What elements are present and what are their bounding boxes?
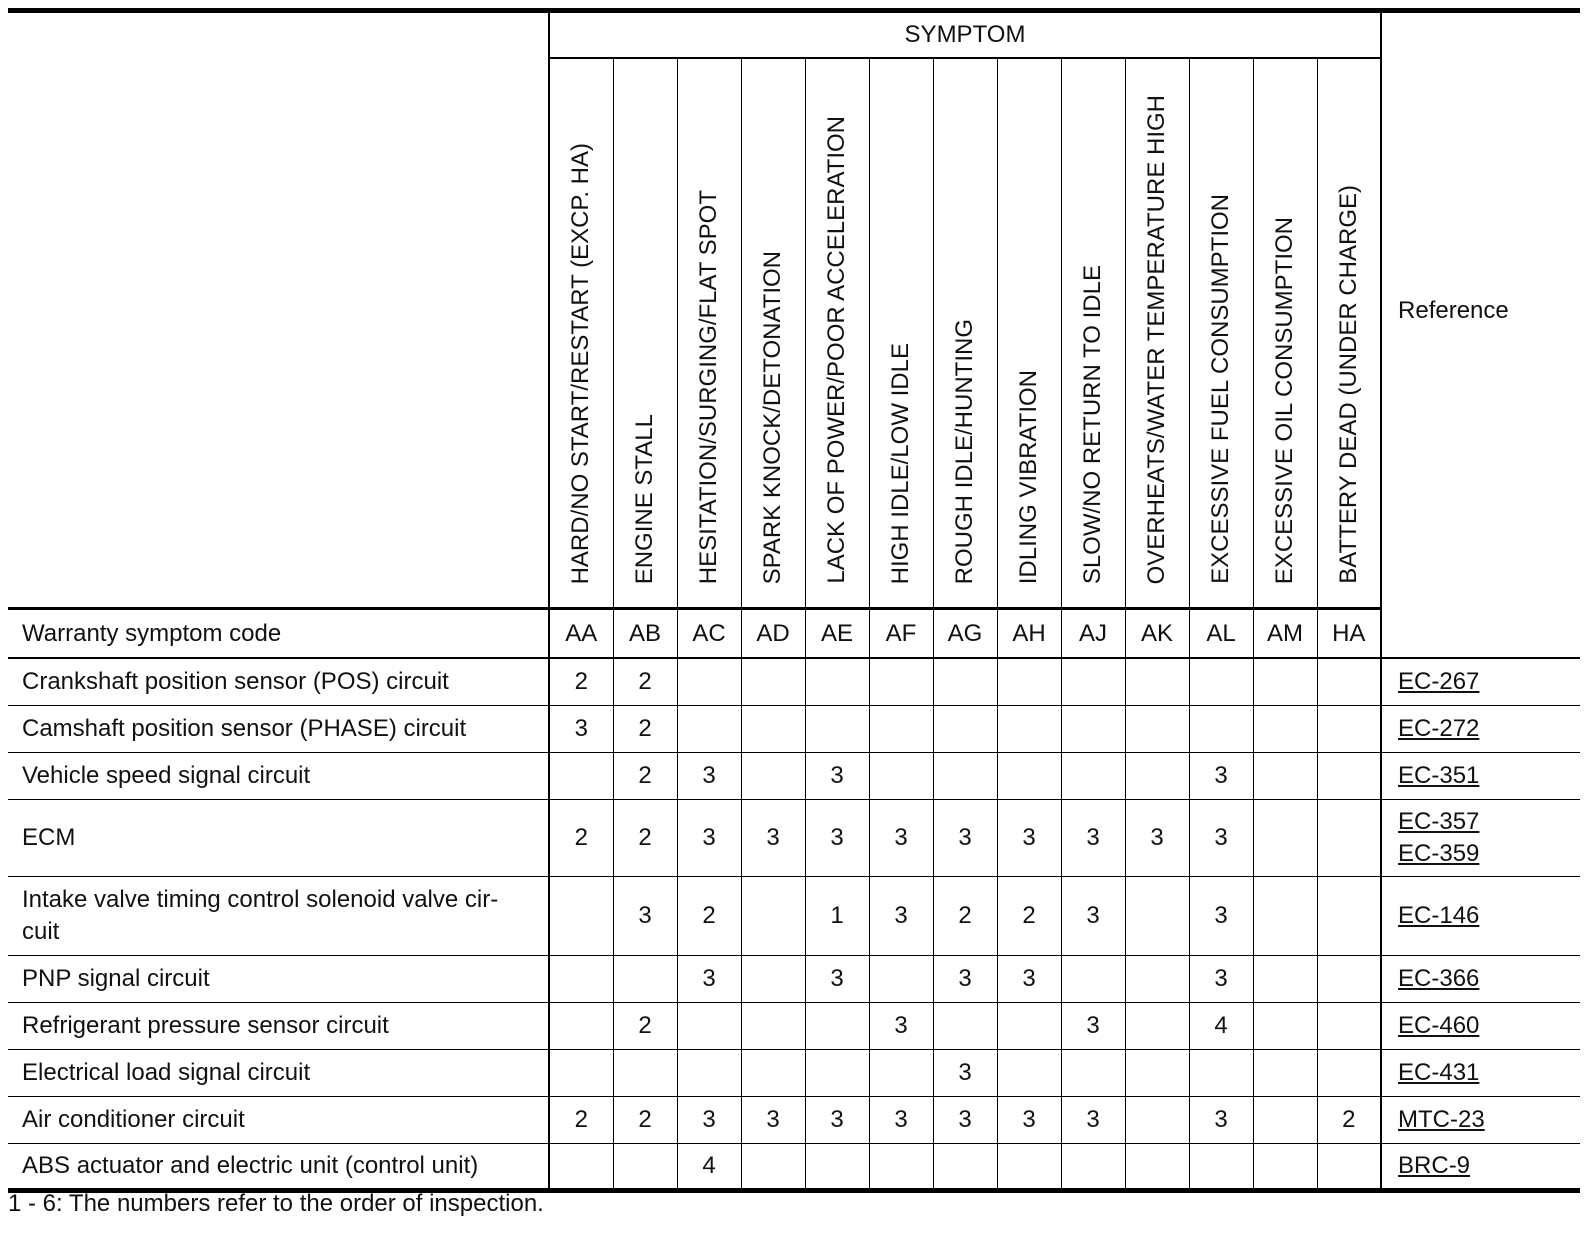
inspection-order-cell bbox=[1125, 876, 1189, 955]
inspection-order-cell: 3 bbox=[805, 1096, 869, 1143]
table-row bbox=[8, 752, 1580, 799]
reference-link[interactable]: EC-460 bbox=[1398, 1011, 1480, 1039]
inspection-order-cell: 3 bbox=[869, 1002, 933, 1049]
inspection-order-cell bbox=[1061, 752, 1125, 799]
reference-link[interactable]: MTC-23 bbox=[1398, 1105, 1485, 1133]
inspection-order-cell: 3 bbox=[1061, 1096, 1125, 1143]
inspection-order-cell bbox=[1253, 799, 1317, 876]
table-row bbox=[8, 1002, 1580, 1049]
inspection-order-cell: 3 bbox=[933, 955, 997, 1002]
symptom-header-row bbox=[8, 58, 1580, 609]
inspection-order-cell: 3 bbox=[677, 1096, 741, 1143]
inspection-order-cell: 2 bbox=[613, 799, 677, 876]
inspection-order-cell: 4 bbox=[1189, 1002, 1253, 1049]
reference-cell bbox=[1381, 955, 1580, 1002]
inspection-order-cell bbox=[997, 658, 1061, 705]
symptom-header-label: HESITATION/SURGING/FLAT SPOT bbox=[695, 189, 722, 584]
inspection-order-cell bbox=[549, 752, 613, 799]
row-label: Refrigerant pressure sensor circuit bbox=[8, 1002, 549, 1049]
inspection-order-cell bbox=[1317, 1002, 1381, 1049]
inspection-order-cell: 1 bbox=[805, 876, 869, 955]
inspection-order-cell: 3 bbox=[933, 1096, 997, 1143]
warranty-code: AH bbox=[997, 609, 1061, 659]
symptom-header-label: HARD/NO START/RESTART (EXCP. HA) bbox=[567, 142, 595, 584]
inspection-order-cell: 2 bbox=[613, 1096, 677, 1143]
inspection-order-cell bbox=[1125, 1143, 1189, 1190]
reference-link[interactable]: EC-366 bbox=[1398, 964, 1480, 992]
warranty-code: AE bbox=[805, 609, 869, 659]
warranty-code: AF bbox=[869, 609, 933, 659]
row-label: Vehicle speed signal circuit bbox=[8, 752, 549, 799]
inspection-order-cell bbox=[1253, 1002, 1317, 1049]
corner-cell bbox=[8, 11, 549, 59]
symptom-header-label: ROUGH IDLE/HUNTING bbox=[951, 318, 978, 584]
reference-cell bbox=[1381, 1002, 1580, 1049]
inspection-order-cell: 3 bbox=[1189, 799, 1253, 876]
inspection-order-cell bbox=[549, 1049, 613, 1096]
symptom-header bbox=[869, 58, 933, 609]
inspection-order-cell bbox=[869, 705, 933, 752]
inspection-order-cell: 2 bbox=[933, 876, 997, 955]
inspection-order-cell: 3 bbox=[613, 876, 677, 955]
symptom-header-label: BATTERY DEAD (UNDER CHARGE) bbox=[1334, 185, 1362, 584]
row-label: ECM bbox=[8, 799, 549, 876]
warranty-code-row bbox=[8, 609, 1580, 659]
inspection-order-cell bbox=[997, 705, 1061, 752]
warranty-code: AB bbox=[613, 609, 677, 659]
symptom-header bbox=[1317, 58, 1381, 609]
inspection-order-cell: 3 bbox=[805, 955, 869, 1002]
inspection-order-cell bbox=[549, 876, 613, 955]
inspection-order-cell bbox=[933, 1143, 997, 1190]
reference-cell bbox=[1381, 1049, 1580, 1096]
inspection-order-cell: 3 bbox=[1189, 955, 1253, 1002]
inspection-order-cell bbox=[997, 1049, 1061, 1096]
inspection-order-cell bbox=[805, 705, 869, 752]
table-row bbox=[8, 1096, 1580, 1143]
inspection-order-cell bbox=[933, 705, 997, 752]
reference-link[interactable]: EC-431 bbox=[1398, 1058, 1480, 1086]
inspection-order-cell bbox=[1253, 1143, 1317, 1190]
reference-cell bbox=[1381, 1096, 1580, 1143]
inspection-order-cell: 2 bbox=[549, 799, 613, 876]
inspection-order-cell bbox=[1125, 955, 1189, 1002]
row-label: PNP signal circuit bbox=[8, 955, 549, 1002]
inspection-order-cell bbox=[1189, 1049, 1253, 1096]
warranty-code: AL bbox=[1189, 609, 1253, 659]
reference-link[interactable]: EC-272 bbox=[1398, 714, 1480, 742]
inspection-order-cell bbox=[741, 705, 805, 752]
inspection-order-cell bbox=[869, 752, 933, 799]
inspection-order-cell: 3 bbox=[869, 1096, 933, 1143]
inspection-order-cell: 3 bbox=[1061, 799, 1125, 876]
inspection-order-cell bbox=[613, 955, 677, 1002]
warranty-code: AK bbox=[1125, 609, 1189, 659]
table-row bbox=[8, 876, 1580, 955]
inspection-order-cell: 3 bbox=[997, 955, 1061, 1002]
inspection-order-cell: 3 bbox=[1125, 799, 1189, 876]
inspection-order-cell bbox=[741, 1049, 805, 1096]
reference-cell bbox=[1381, 876, 1580, 955]
inspection-order-cell bbox=[1189, 658, 1253, 705]
inspection-order-cell bbox=[741, 752, 805, 799]
reference-link[interactable]: BRC-9 bbox=[1398, 1151, 1471, 1179]
reference-link[interactable]: EC-267 bbox=[1398, 667, 1480, 695]
inspection-order-cell bbox=[1061, 955, 1125, 1002]
symptom-header bbox=[1125, 58, 1189, 609]
inspection-order-cell bbox=[869, 1143, 933, 1190]
inspection-order-cell bbox=[613, 1143, 677, 1190]
reference-link[interactable]: EC-359 bbox=[1398, 839, 1480, 867]
inspection-order-cell bbox=[549, 955, 613, 1002]
inspection-order-cell: 2 bbox=[613, 752, 677, 799]
inspection-order-cell: 3 bbox=[677, 799, 741, 876]
symptom-title: SYMPTOM bbox=[549, 11, 1381, 59]
inspection-order-cell bbox=[1317, 1049, 1381, 1096]
inspection-order-cell bbox=[933, 1002, 997, 1049]
table-row bbox=[8, 658, 1580, 705]
symptom-header bbox=[805, 58, 869, 609]
table-row bbox=[8, 1049, 1580, 1096]
reference-cell bbox=[1381, 658, 1580, 705]
symptom-header-label: SLOW/NO RETURN TO IDLE bbox=[1079, 264, 1106, 584]
symptom-header bbox=[1253, 58, 1317, 609]
symptom-header bbox=[997, 58, 1061, 609]
reference-link[interactable]: EC-146 bbox=[1398, 901, 1480, 929]
inspection-order-cell bbox=[869, 1049, 933, 1096]
inspection-order-cell: 2 bbox=[997, 876, 1061, 955]
inspection-order-cell bbox=[869, 955, 933, 1002]
inspection-order-cell bbox=[1317, 1143, 1381, 1190]
inspection-order-cell bbox=[869, 658, 933, 705]
inspection-order-cell bbox=[1253, 705, 1317, 752]
reference-link[interactable]: EC-357 bbox=[1398, 807, 1480, 835]
symptom-header bbox=[1189, 58, 1253, 609]
inspection-order-cell bbox=[1317, 955, 1381, 1002]
inspection-order-cell bbox=[1317, 658, 1381, 705]
inspection-order-cell: 3 bbox=[805, 752, 869, 799]
inspection-order-cell bbox=[1317, 799, 1381, 876]
inspection-order-cell: 2 bbox=[549, 1096, 613, 1143]
inspection-order-cell: 2 bbox=[677, 876, 741, 955]
symptom-header bbox=[677, 58, 741, 609]
inspection-order-cell bbox=[1253, 876, 1317, 955]
warranty-code: AD bbox=[741, 609, 805, 659]
symptom-header-label: OVERHEATS/WATER TEMPERATURE HIGH bbox=[1143, 94, 1170, 584]
table-row bbox=[8, 955, 1580, 1002]
inspection-order-cell: 3 bbox=[741, 799, 805, 876]
inspection-order-cell bbox=[1189, 1143, 1253, 1190]
inspection-order-cell bbox=[1125, 1049, 1189, 1096]
inspection-order-cell bbox=[805, 658, 869, 705]
inspection-order-cell bbox=[1253, 752, 1317, 799]
inspection-order-cell bbox=[1253, 1096, 1317, 1143]
inspection-order-cell bbox=[805, 1143, 869, 1190]
inspection-order-cell bbox=[997, 752, 1061, 799]
inspection-order-cell bbox=[741, 876, 805, 955]
inspection-order-cell bbox=[1189, 705, 1253, 752]
inspection-order-cell: 2 bbox=[613, 705, 677, 752]
inspection-order-cell bbox=[741, 955, 805, 1002]
inspection-order-cell: 3 bbox=[933, 799, 997, 876]
symptom-header-label: IDLING VIBRATION bbox=[1015, 369, 1042, 584]
inspection-order-cell: 3 bbox=[677, 752, 741, 799]
inspection-order-cell bbox=[1125, 752, 1189, 799]
inspection-order-cell bbox=[741, 1002, 805, 1049]
symptom-title-row bbox=[8, 11, 1580, 59]
warranty-code-label: Warranty symptom code bbox=[8, 609, 549, 659]
warranty-code: AA bbox=[549, 609, 613, 659]
inspection-order-cell bbox=[1125, 1096, 1189, 1143]
inspection-order-cell: 3 bbox=[997, 799, 1061, 876]
inspection-order-cell bbox=[1253, 658, 1317, 705]
inspection-order-cell: 4 bbox=[677, 1143, 741, 1190]
inspection-order-cell: 3 bbox=[1061, 876, 1125, 955]
symptom-header bbox=[933, 58, 997, 609]
inspection-order-cell: 3 bbox=[677, 955, 741, 1002]
row-label: Camshaft position sensor (PHASE) circuit bbox=[8, 705, 549, 752]
row-label: ABS actuator and electric unit (control unit) bbox=[8, 1143, 549, 1190]
inspection-order-cell: 2 bbox=[549, 658, 613, 705]
symptom-header-label: LACK OF POWER/POOR ACCELERATION bbox=[823, 116, 850, 584]
inspection-order-cell: 3 bbox=[1189, 752, 1253, 799]
inspection-order-cell: 3 bbox=[1061, 1002, 1125, 1049]
inspection-order-cell bbox=[677, 1049, 741, 1096]
inspection-order-cell bbox=[1061, 1143, 1125, 1190]
symptom-header bbox=[613, 58, 677, 609]
symptom-header-label: SPARK KNOCK/DETONATION bbox=[759, 250, 786, 584]
reference-cell bbox=[1381, 705, 1580, 752]
inspection-order-cell bbox=[549, 1143, 613, 1190]
inspection-order-cell bbox=[805, 1049, 869, 1096]
symptom-header bbox=[549, 58, 613, 609]
inspection-order-cell: 3 bbox=[1189, 1096, 1253, 1143]
warranty-code-ref-cell bbox=[1381, 609, 1580, 659]
inspection-order-cell: 3 bbox=[1189, 876, 1253, 955]
inspection-order-cell bbox=[997, 1002, 1061, 1049]
warranty-code: AG bbox=[933, 609, 997, 659]
inspection-order-cell bbox=[677, 1002, 741, 1049]
inspection-order-cell bbox=[1061, 1049, 1125, 1096]
table-row bbox=[8, 705, 1580, 752]
warranty-code: HA bbox=[1317, 609, 1381, 659]
inspection-order-cell bbox=[1253, 1049, 1317, 1096]
symptom-header-label: ENGINE STALL bbox=[631, 413, 658, 584]
inspection-order-cell bbox=[613, 1049, 677, 1096]
inspection-order-cell bbox=[741, 658, 805, 705]
inspection-order-cell: 3 bbox=[741, 1096, 805, 1143]
inspection-order-cell: 3 bbox=[869, 876, 933, 955]
table-row bbox=[8, 1143, 1580, 1190]
inspection-order-cell bbox=[549, 1002, 613, 1049]
inspection-order-cell bbox=[1317, 876, 1381, 955]
row-label: Crankshaft position sensor (POS) circuit bbox=[8, 658, 549, 705]
inspection-order-cell bbox=[1125, 658, 1189, 705]
inspection-order-cell bbox=[677, 658, 741, 705]
inspection-order-cell: 3 bbox=[997, 1096, 1061, 1143]
inspection-order-cell bbox=[997, 1143, 1061, 1190]
reference-cell bbox=[1381, 1143, 1580, 1190]
inspection-order-cell bbox=[1125, 1002, 1189, 1049]
inspection-order-cell bbox=[805, 1002, 869, 1049]
warranty-code: AJ bbox=[1061, 609, 1125, 659]
inspection-order-cell: 3 bbox=[869, 799, 933, 876]
inspection-order-cell bbox=[1317, 752, 1381, 799]
inspection-order-cell: 3 bbox=[805, 799, 869, 876]
warranty-code: AC bbox=[677, 609, 741, 659]
symptom-header-label: HIGH IDLE/LOW IDLE bbox=[887, 342, 914, 584]
inspection-order-cell bbox=[1061, 705, 1125, 752]
inspection-order-cell bbox=[1125, 705, 1189, 752]
symptom-header-label: EXCESSIVE FUEL CONSUMPTION bbox=[1207, 194, 1234, 584]
inspection-order-cell: 2 bbox=[613, 658, 677, 705]
inspection-order-cell bbox=[1317, 705, 1381, 752]
inspection-order-cell bbox=[933, 658, 997, 705]
inspection-order-cell bbox=[933, 752, 997, 799]
footnote: 1 - 6: The numbers refer to the order of inspection. bbox=[8, 1190, 544, 1217]
reference-cell bbox=[1381, 799, 1580, 876]
reference-cell bbox=[1381, 752, 1580, 799]
inspection-order-cell bbox=[1253, 955, 1317, 1002]
symptom-header bbox=[1061, 58, 1125, 609]
table-row bbox=[8, 799, 1580, 876]
inspection-order-cell: 2 bbox=[1317, 1096, 1381, 1143]
symptom-matrix-table bbox=[8, 8, 1580, 1193]
inspection-order-cell bbox=[677, 705, 741, 752]
inspection-order-cell bbox=[1061, 658, 1125, 705]
symptom-header bbox=[741, 58, 805, 609]
row-label: Intake valve timing control solenoid valve cir- cuit bbox=[8, 876, 549, 955]
inspection-order-cell: 3 bbox=[933, 1049, 997, 1096]
inspection-order-cell: 3 bbox=[549, 705, 613, 752]
warranty-code: AM bbox=[1253, 609, 1317, 659]
reference-header: Reference bbox=[1381, 11, 1580, 609]
header-blank-cell bbox=[8, 58, 549, 609]
inspection-order-cell: 2 bbox=[613, 1002, 677, 1049]
inspection-order-cell bbox=[741, 1143, 805, 1190]
reference-link[interactable]: EC-351 bbox=[1398, 761, 1480, 789]
row-label: Electrical load signal circuit bbox=[8, 1049, 549, 1096]
row-label: Air conditioner circuit bbox=[8, 1096, 549, 1143]
symptom-header-label: EXCESSIVE OIL CONSUMPTION bbox=[1271, 216, 1298, 584]
